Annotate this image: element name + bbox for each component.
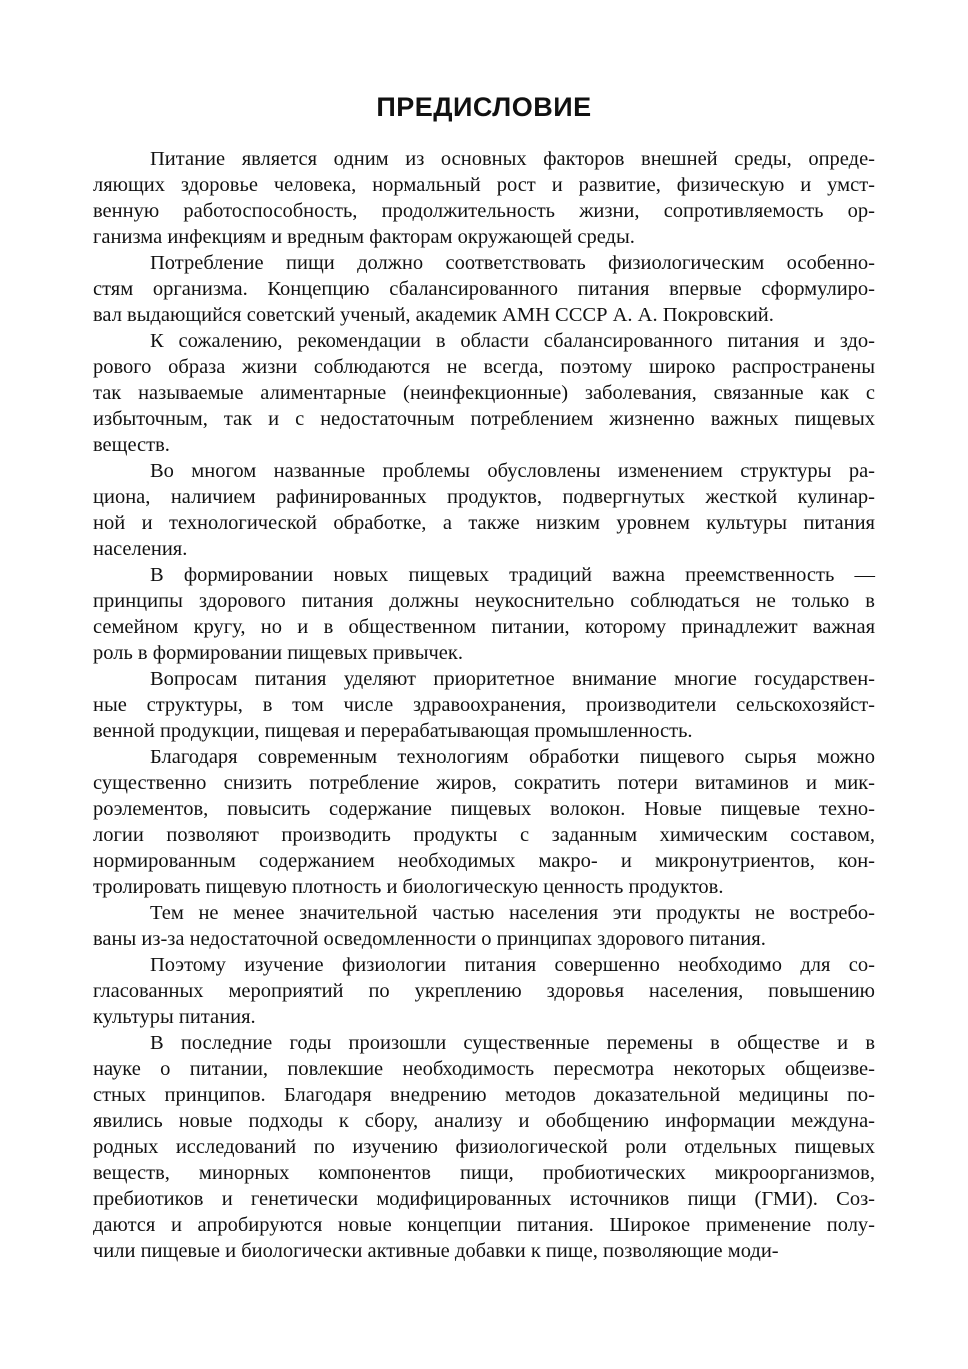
text-line: В последние годы произошли существенные перемены в обществе и в (150, 1032, 875, 1054)
text-line: так называемые алиментарные (неинфекционные) заболевания, связанные как с (93, 382, 875, 404)
text-line: науке о питании, повлекшие необходимость пересмотра некоторых общеизве- (93, 1058, 875, 1080)
paragraph (93, 952, 875, 1030)
text-line: логии позволяют производить продукты с заданным химическим составом, (93, 824, 875, 846)
text-line: существенно снизить потребление жиров, сократить потери витаминов и мик- (93, 772, 875, 794)
text-line: избыточным, так и с недостаточным потреблением жизненно важных пищевых (93, 408, 875, 430)
text-line: Вопросам питания уделяют приоритетное внимание многие государствен- (150, 668, 875, 690)
text-line: веществ, минорных компонентов пищи, пробиотических микроорганизмов, (93, 1162, 875, 1184)
text-line: роль в формировании пищевых привычек. (93, 642, 463, 664)
text-line: культуры питания. (93, 1006, 256, 1028)
text-line: циона, наличием рафинированных продуктов, подвергнутых жесткой кулинар- (93, 486, 875, 508)
paragraph (93, 146, 875, 250)
text-line: Во многом названные проблемы обусловлены изменением структуры ра- (150, 460, 875, 482)
paragraph (93, 458, 875, 562)
page-title: ПРЕДИСЛОВИЕ (376, 92, 592, 122)
text-line: нормированным содержанием необходимых макро- и микронутриентов, кон- (93, 850, 875, 872)
text-line: гласованных мероприятий по укреплению здоровья населения, повышению (93, 980, 875, 1002)
text-line: родных исследований по изучению физиологической роли отдельных пищевых (93, 1136, 875, 1158)
text-line: ной и технологической обработке, а также низким уровнем культуры питания (93, 512, 875, 534)
text-line: семейном кругу, но и в общественном питании, которому принадлежит важная (93, 616, 875, 638)
text-line: явились новые подходы к сбору, анализу и обобщению информации междуна- (93, 1110, 875, 1132)
text-line: Благодаря современным технологиям обработки пищевого сырья можно (150, 746, 875, 768)
text-line: веществ. (93, 434, 170, 456)
text-line: В формировании новых пищевых традиций важна преемственность — (150, 564, 875, 586)
text-line: ные структуры, в том числе здравоохранения, производители сельскохозяйст- (93, 694, 875, 716)
paragraph (93, 562, 875, 666)
text-line: рового образа жизни соблюдаются не всегда, поэтому широко распространены (93, 356, 875, 378)
paragraph (93, 1030, 875, 1264)
text-line: ганизма инфекциям и вредным факторам окружающей среды. (93, 226, 635, 248)
text-line: венную работоспособность, продолжительность жизни, сопротивляемость ор- (93, 200, 875, 222)
text-line: роэлементов, повысить содержание пищевых волокон. Новые пищевые техно- (93, 798, 875, 820)
text-line: даются и апробируются новые концепции питания. Широкое применение полу- (93, 1214, 875, 1236)
paragraph (93, 250, 875, 328)
text-line: Тем не менее значительной частью населения эти продукты не востребо- (150, 902, 875, 924)
text-line: Потребление пищи должно соответствовать физиологическим особенно- (150, 252, 875, 274)
text-line: ляющих здоровье человека, нормальный рост и развитие, физическую и умст- (93, 174, 875, 196)
text-line: стям организма. Концепцию сбалансированного питания впервые сформулиро- (93, 278, 875, 300)
paragraph (93, 666, 875, 744)
text-line: Питание является одним из основных факторов внешней среды, опреде- (150, 148, 875, 170)
text-line: пребиотиков и генетически модифицированных источников пищи (ГМИ). Соз- (93, 1188, 875, 1210)
paragraph (93, 900, 875, 952)
text-line: Поэтому изучение физиологии питания совершенно необходимо для со- (150, 954, 875, 976)
text-line: принципы здорового питания должны неукоснительно соблюдаться не только в (93, 590, 875, 612)
text-line: ваны из-за недостаточной осведомленности о принципах здорового питания. (93, 928, 766, 950)
text-line: К сожалению, рекомендации в области сбалансированного питания и здо- (150, 330, 875, 352)
text-line: населения. (93, 538, 188, 560)
paragraph (93, 328, 875, 458)
text-line: стных принципов. Благодаря внедрению методов доказательной медицины по- (93, 1084, 875, 1106)
preface-body (93, 146, 875, 1264)
text-line: вал выдающийся советский ученый, академик АМН СССР А. А. Покровский. (93, 304, 774, 326)
text-line: чили пищевые и биологически активные добавки к пище, позволяющие моди- (93, 1240, 779, 1262)
text-line: тролировать пищевую плотность и биологическую ценность продуктов. (93, 876, 724, 898)
paragraph (93, 744, 875, 900)
text-line: венной продукции, пищевая и перерабатывающая промышленность. (93, 720, 693, 742)
